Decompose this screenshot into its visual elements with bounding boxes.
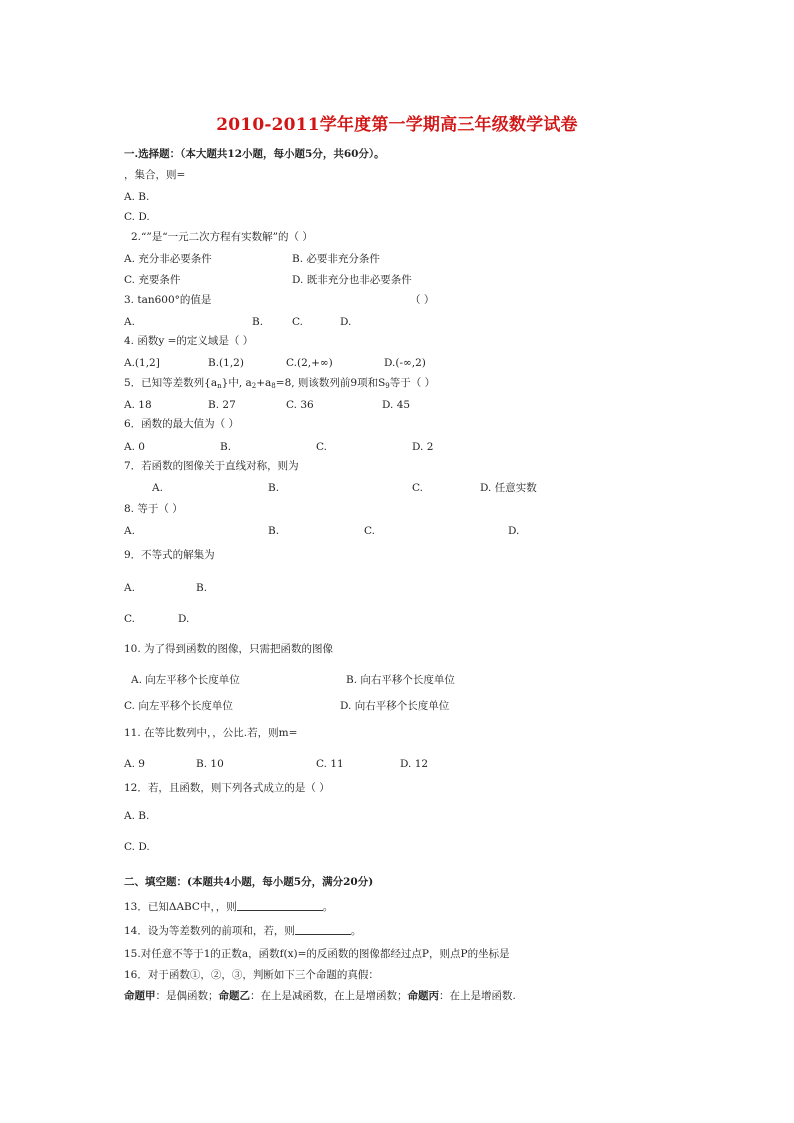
proposition-c-label: 命题丙: [407, 990, 439, 1002]
q9-stem: 9．不等式的解集为: [124, 549, 215, 561]
proposition-a-text: ：是偶函数；: [155, 990, 219, 1002]
q6-option-c: C.: [316, 441, 327, 453]
q1-option-cd: C. D.: [124, 211, 150, 223]
q10-option-a: A. 向左平移个长度单位: [131, 674, 240, 686]
q8-option-c: C.: [364, 525, 375, 537]
q3-stem: 3. tan600°的值是: [124, 294, 212, 306]
q2-option-c: C. 充要条件: [124, 274, 181, 286]
q7-option-d: D. 任意实数: [480, 482, 537, 494]
q8-option-a: A.: [124, 525, 135, 537]
q7-option-b: B.: [268, 482, 280, 494]
q2-option-a: A. 充分非必要条件: [124, 253, 212, 265]
q5-subscript: n: [217, 382, 222, 390]
q3-paren: （ ）: [410, 294, 435, 306]
proposition-b-label: 命题乙: [218, 990, 250, 1002]
q15-stem: 15.对任意不等于1的正数a，函数f(x)=的反函数的图像都经过点P，则点P的坐标是: [124, 948, 510, 960]
proposition-a-label: 命题甲: [124, 990, 156, 1002]
q3-option-a: A.: [124, 316, 135, 328]
q7-stem: 7．若函数的图像关于直线对称，则为: [124, 460, 299, 472]
q5-subscript: 2: [251, 382, 257, 390]
q9-option-c: C.: [124, 613, 135, 625]
q7-option-a: A.: [152, 482, 163, 494]
q13-period: 。: [322, 901, 334, 913]
q16-propositions: [124, 989, 516, 1003]
q5-subscript: 8: [271, 382, 276, 390]
q11-option-d: D. 12: [400, 758, 429, 770]
q1-option-ab: A. B.: [124, 191, 150, 203]
q1-stem: ，集合，则=: [124, 169, 186, 181]
q9-option-d: D.: [178, 613, 190, 625]
q11-stem: 11. 在等比数列中，，公比.若，则m=: [124, 727, 298, 739]
q4-option-b: B.(1,2): [208, 357, 244, 369]
q2-option-b: B. 必要非充分条件: [292, 253, 380, 265]
q14-period: 。: [350, 925, 362, 937]
q10-option-d: D. 向右平移个长度单位: [340, 700, 450, 712]
section-1-heading: 一.选择题：（本大题共12小题，每小题5分，共60分）。: [124, 148, 385, 160]
q8-option-b: B.: [268, 525, 280, 537]
q16-stem: 16．对于函数①，②，③，判断如下三个命题的真假：: [124, 969, 379, 981]
q10-option-c: C. 向左平移个长度单位: [124, 700, 233, 712]
q8-option-d: D.: [508, 525, 520, 537]
q14-text: 14．设为等差数列的前项和，若，则: [124, 925, 295, 937]
q5-option-b: B. 27: [208, 399, 236, 411]
q4-option-a: A.(1,2]: [124, 357, 160, 369]
q3-option-d: D.: [340, 316, 352, 328]
section-2-heading: 二、填空题：(本题共4小题，每小题5分，满分20分): [124, 876, 374, 888]
q5-option-a: A. 18: [124, 399, 152, 411]
q10-option-b: B. 向右平移个长度单位: [346, 674, 455, 686]
q6-option-d: D. 2: [412, 441, 434, 453]
q14-stem: [124, 924, 361, 938]
q9-option-b: B.: [196, 582, 208, 594]
q11-option-c: C. 11: [316, 758, 344, 770]
q3-option-c: C.: [292, 316, 303, 328]
q4-option-d: D.(-∞,2): [384, 357, 426, 369]
q4-option-c: C.(2,+∞): [286, 357, 333, 369]
q12-option-cd: C. D.: [124, 841, 150, 853]
q5-stem-part: 5．已知等差数列{a: [124, 377, 218, 389]
q11-option-a: A. 9: [124, 758, 145, 770]
q3-option-b: B.: [252, 316, 264, 328]
q7-option-c: C.: [412, 482, 423, 494]
q5-stem-part: =8, 则该数列前9项和S: [275, 377, 386, 389]
q5-stem-part: +a: [256, 377, 272, 389]
q12-option-ab: A. B.: [124, 810, 150, 822]
proposition-c-text: ：在上是增函数.: [439, 990, 516, 1002]
q5-option-d: D. 45: [382, 399, 411, 411]
q4-stem: 4. 函数y =的定义域是（ ）: [124, 335, 254, 347]
q6-option-a: A. 0: [124, 441, 145, 453]
q5-stem-part: 等于（ ）: [389, 377, 436, 389]
q9-option-a: A.: [124, 582, 135, 594]
q13-text: 13．已知ΔABC中，，则: [124, 901, 237, 913]
q5-option-c: C. 36: [286, 399, 314, 411]
q6-stem: 6．函数的最大值为（ ）: [124, 418, 240, 430]
q13-stem: [124, 900, 333, 914]
proposition-b-text: ：在上是减函数，在上是增函数；: [250, 990, 408, 1002]
q5-stem: [124, 376, 435, 393]
q10-stem: 10. 为了得到函数的图像，只需把函数的图像: [124, 643, 334, 655]
q12-stem: 12．若，且函数，则下列各式成立的是（ ）: [124, 782, 330, 794]
q2-stem: 2.“”是“一元二次方程有实数解”的（ ）: [131, 231, 313, 243]
page-title: 2010-2011学年度第一学期高三年级数学试卷: [216, 115, 578, 135]
q11-option-b: B. 10: [196, 758, 224, 770]
q2-option-d: D. 既非充分也非必要条件: [292, 274, 412, 286]
q14-answer-blank[interactable]: [295, 924, 351, 935]
q13-answer-blank[interactable]: [237, 900, 323, 911]
q6-option-b: B.: [220, 441, 232, 453]
q8-stem: 8. 等于（ ）: [124, 503, 183, 515]
q5-stem-part: }中, a: [221, 377, 252, 389]
q5-subscript: 9: [385, 382, 390, 390]
